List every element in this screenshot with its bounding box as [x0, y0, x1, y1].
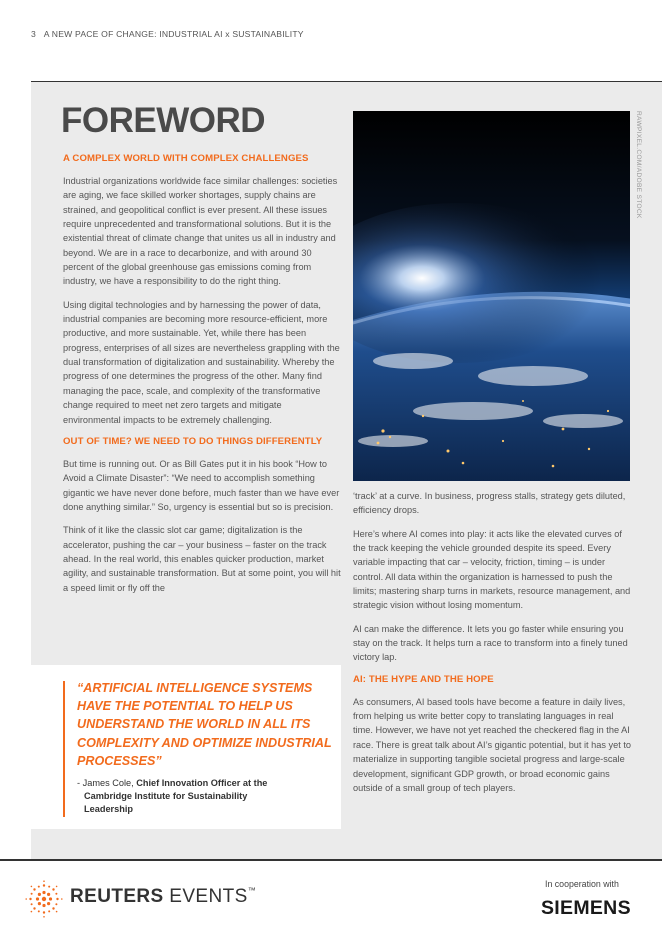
quote-author: - James Cole,	[77, 778, 137, 788]
paragraph: ‘track’ at a curve. In business, progress stalls, strategy gets diluted, efficiency drops.	[353, 491, 626, 516]
pull-quote-text: “ARTIFICIAL INTELLIGENCE SYSTEMS HAVE THE POTENTIAL TO HELP US UNDERSTAND THE WORLD IN ALL ITS COMPLEXITY AND OPTIMIZE INDUSTRIAL PROCESSES”	[77, 681, 332, 768]
left-column	[63, 153, 341, 604]
paragraph: Using digital technologies and by harnessing the power of data, industrial companies are becoming more resource-efficient, more productive, and more sustainable. Yet, while there has been progress, enterprises of all sizes are nevertheless grappling with the dual transformation of digitalization and sustainability. Whereby the progress of one determines the progress of the other. Many find managing the pace, scale, and complexity of the transformative change required to meet net zero targets and mitigate environmental impacts to be extremely challenging.	[63, 299, 340, 425]
paragraph: But time is running out. Or as Bill Gates put it in his book “How to Avoid a Climate Disaster”: “We need to accomplish something gigantic we have never done before, much faster than we have ever done anything similar.” So, urgency is essential but so is precision.	[63, 458, 340, 512]
running-header	[31, 29, 304, 39]
quote-author-role-2: Cambridge Institute for Sustainability	[84, 790, 248, 801]
image-credit: RAWPIXEL.COM/ADOBE STOCK	[635, 111, 642, 219]
section-heading-hype-hope: AI: THE HYPE AND THE HOPE	[353, 673, 494, 685]
paragraph: Industrial organizations worldwide face similar challenges: societies are aging, we face skilled worker shortages, supply chains are strained, and geopolitical conflict is ever present. All these issues require unprecedented and transformational solutions. But it is the existential threat of climate change that unites us all in industry and beyond. We are in a race to decarbonize, and with around 30 percent of the global greenhouse gas emissions coming from industry, we have a responsibility to do the right thing.	[63, 176, 338, 287]
page-number: 3	[31, 29, 36, 39]
pull-quote-accent-bar	[63, 681, 65, 817]
quote-author-role-1: Chief Innovation Officer at the	[136, 778, 268, 788]
reuters-logo-icon	[25, 880, 63, 918]
pull-quote-attribution	[77, 777, 317, 815]
cooperation-label: In cooperation with	[545, 879, 619, 889]
right-column	[353, 489, 633, 804]
paragraph: Think of it like the classic slot car game; digitalization is the accelerator, pushing the car – your business – faster on the track ahead. In the real world, this enables quicker production, market agility, and sustainable transformation. But at some point, you will hit a speed limit or fly off the	[63, 525, 341, 593]
paragraph: As consumers, AI based tools have become a feature in daily lives, from helping us write better copy to translating languages in real time. However, we have not yet reached the checkered flag in the AI race. There is great talk about AI’s gigantic potential, but it has yet to materialize in supporting tangible societal progress and large-scale development, significant GDP growth, or broad economic gains outside of a small group of tech players.	[353, 696, 632, 793]
section-heading-out-of-time: OUT OF TIME? WE NEED TO DO THINGS DIFFERENTLY	[63, 435, 323, 447]
paragraph: Here’s where AI comes into play: it acts like the elevated curves of the track keeping the vehicle grounded despite its speed. Every variable impacting that car – velocity, friction, timing – is under control. All data within the organization is harnessed to push the limits; mastering sharp turns in markets, resource management, and strategic vision without losing momentum.	[353, 528, 631, 611]
reuters-events-wordmark: REUTERS EVENTS™	[70, 886, 257, 907]
earth-illustration	[353, 111, 630, 481]
earth-from-space-image	[353, 111, 630, 481]
paragraph: AI can make the difference. It lets you go faster while ensuring you stay on the track. It helps turn a race to transform into a finely tuned victory lap.	[353, 623, 628, 663]
running-title: A NEW PACE OF CHANGE: INDUSTRIAL AI x SUSTAINABILITY	[43, 29, 304, 39]
quote-author-role-3: Leadership	[84, 803, 134, 814]
siemens-logo: SIEMENS	[541, 897, 631, 919]
page-title: FOREWORD	[61, 101, 266, 140]
section-heading-complex-world: A COMPLEX WORLD WITH COMPLEX CHALLENGES	[63, 153, 309, 164]
